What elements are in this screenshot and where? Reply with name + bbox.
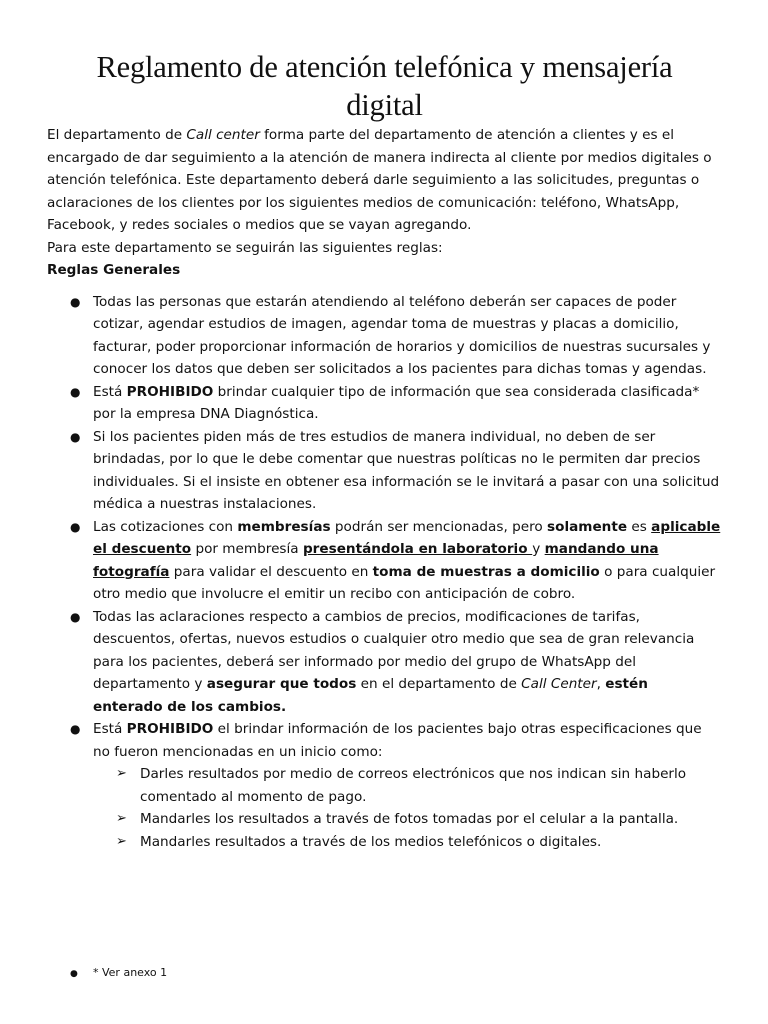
arrow-bullet-icon: ➢ bbox=[116, 766, 127, 781]
text-run: El departamento de bbox=[47, 127, 187, 143]
document-title bbox=[47, 0, 722, 124]
bullet-icon: ● bbox=[70, 519, 81, 534]
text-run: forma parte del departamento de atención a clientes y es el encargado de dar seguimiento a la atención de manera indirecta al cliente por medios digitales o atención telefónica. Este departamento deberá darle seguimiento a las solicitudes, preguntas o aclaraciones de los clientes por los siguientes medios de comunicación: teléfono, WhatsApp, Facebook, y redes sociales o medios que se vayan agregando. bbox=[47, 127, 712, 233]
rule-text bbox=[93, 384, 699, 423]
text-run: brindar cualquier tipo de información que sea considerada clasificada* por la empresa DNA Diagnóstica. bbox=[93, 383, 700, 422]
rule-text bbox=[93, 721, 702, 760]
rule-item bbox=[47, 516, 722, 606]
rule-text bbox=[93, 429, 719, 513]
rule-item bbox=[47, 426, 722, 516]
text-run: Las cotizaciones con bbox=[93, 518, 238, 535]
bullet-icon: ● bbox=[70, 294, 81, 309]
emphasis-text: asegurar que todos bbox=[206, 676, 357, 692]
text-run: podrán ser mencionadas, pero bbox=[330, 518, 548, 535]
emphasis-text: toma de muestras a domicilio bbox=[372, 563, 600, 580]
text-run: Si los pacientes piden más de tres estudios de manera individual, no deben de ser brindadas, por lo que le debe comentar que nuestras políticas no le permiten dar precios individuales. Si el insiste en obtener esa información se le invitará a pasar con una solicitud médica a nuestras instalaciones. bbox=[93, 428, 720, 512]
subitem-text: Mandarles los resultados a través de fotos tomadas por el celular a la pantalla. bbox=[140, 811, 679, 827]
bullet-icon: ● bbox=[70, 609, 81, 624]
emphasis-text: PROHIBIDO bbox=[126, 383, 214, 400]
rule-item bbox=[47, 606, 722, 719]
bullet-icon: ● bbox=[70, 429, 81, 444]
footnote-text: * Ver anexo 1 bbox=[93, 966, 168, 979]
emphasis-text: PROHIBIDO bbox=[126, 721, 214, 737]
rule-subitems-list bbox=[93, 763, 722, 853]
rule-subitem bbox=[93, 763, 722, 808]
text-run: Todas las aclaraciones respecto a cambios de precios, modificaciones de tarifas, descuentos, ofertas, nuevos estudios o cualquier otro medio que sea de gran relevancia para los pacientes, deberá ser informado por medio del grupo de WhatsApp del departamento y bbox=[93, 608, 695, 692]
text-run: Está bbox=[93, 383, 127, 400]
emphasis-text: solamente bbox=[547, 518, 628, 535]
intro-paragraph bbox=[47, 124, 722, 237]
arrow-bullet-icon: ➢ bbox=[116, 811, 127, 826]
rules-heading: Reglas Generales bbox=[47, 262, 181, 278]
emphasis-text: presentándola en laboratorio bbox=[302, 541, 533, 557]
subitem-text: Darles resultados por medio de correos electrónicos que nos indican sin haberlo comentado al momento de pago. bbox=[140, 766, 687, 805]
emphasis-text: aplicable el descuento bbox=[93, 518, 721, 557]
text-run: por membresía bbox=[191, 541, 303, 557]
title-line-1: Reglamento de atención telefónica y mensajería bbox=[96, 50, 673, 84]
text-run: Todas las personas que estarán atendiendo al teléfono deberán ser capaces de poder cotizar, agendar estudios de imagen, agendar toma de muestras y placas a domicilio, facturar, poder proporcionar información de horarios y domicilios de nuestras sucursales y conocer los datos que deben ser solicitados a los pacientes para dichas tomas y agendas. bbox=[93, 293, 711, 377]
rule-item bbox=[47, 291, 722, 381]
text-run: o para cualquier otro medio que involucre el emitir un recibo con anticipación de cobro. bbox=[93, 563, 716, 602]
footnote bbox=[47, 965, 167, 981]
text-run: es bbox=[627, 518, 652, 535]
rule-item bbox=[47, 718, 722, 853]
text-run: en el departamento de bbox=[356, 676, 522, 692]
rule-subitem bbox=[93, 808, 722, 831]
rules-intro-paragraph: Para este departamento se seguirán las siguientes reglas: bbox=[47, 239, 443, 256]
emphasis-text: mandando una fotografía bbox=[93, 541, 659, 580]
title-line-2: digital bbox=[346, 88, 423, 122]
italic-text: Call center bbox=[186, 127, 260, 143]
rule-item bbox=[47, 381, 722, 426]
text-run: el brindar información de los pacientes bajo otras especificaciones que no fueron mencionadas en un inicio como: bbox=[93, 721, 702, 760]
rule-subitem bbox=[93, 831, 722, 854]
arrow-bullet-icon: ➢ bbox=[116, 833, 127, 849]
bullet-icon: ● bbox=[70, 722, 81, 736]
subitem-text: Mandarles resultados a través de los medios telefónicos o digitales. bbox=[140, 833, 602, 850]
text-run: y bbox=[532, 541, 545, 557]
rules-list bbox=[47, 291, 722, 854]
bullet-icon: ● bbox=[70, 969, 78, 979]
rule-text bbox=[93, 294, 710, 378]
text-run: para validar el descuento en bbox=[169, 563, 373, 580]
bullet-icon: ● bbox=[70, 384, 81, 399]
text-run: , bbox=[596, 676, 606, 692]
text-run: Está bbox=[93, 721, 127, 737]
emphasis-text: membresías bbox=[237, 518, 331, 535]
document-body bbox=[47, 124, 722, 853]
rule-text bbox=[93, 609, 694, 715]
italic-text: Call Center bbox=[521, 676, 597, 692]
rule-text bbox=[93, 519, 720, 603]
emphasis-text: estén enterado de los cambios. bbox=[93, 676, 648, 715]
